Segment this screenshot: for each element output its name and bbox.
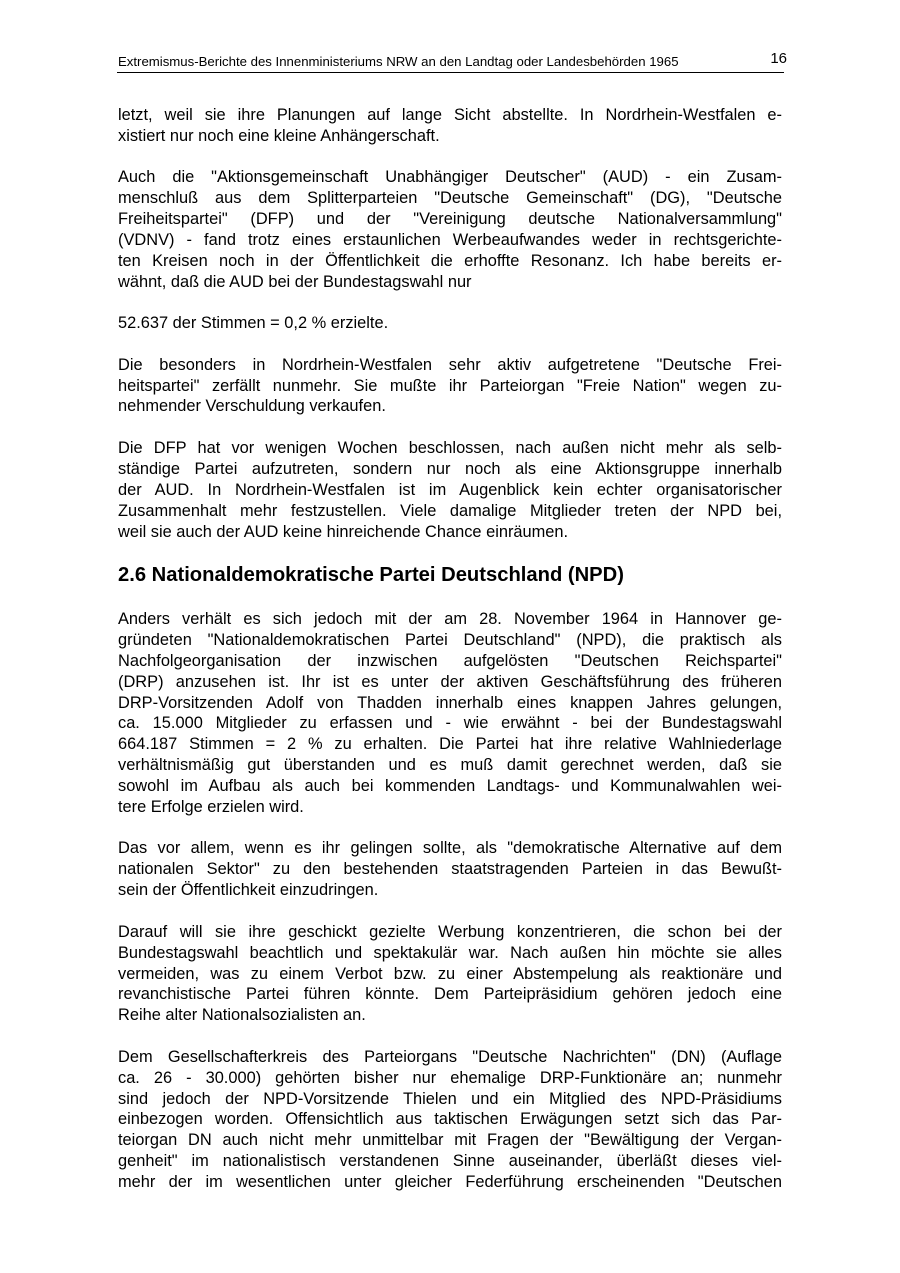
- text-line: weil sie auch der AUD keine hinreichende Chance einräumen.: [118, 522, 569, 541]
- text-line: gründeten "Nationaldemokratischen Partei Deutschland" (NPD), die praktisch als: [118, 630, 782, 649]
- header-title: Extremismus-Berichte des Innenministeriums NRW an den Landtag oder Landesbehörden 1965: [118, 54, 679, 69]
- text-line: nehmender Verschuldung verkaufen.: [118, 397, 386, 416]
- document-body: [118, 105, 782, 1214]
- text-line: ca. 26 - 30.000) gehörten bisher nur ehemalige DRP-Funktionäre an; nunmehr: [118, 1068, 782, 1087]
- text-line: ca. 15.000 Mitglieder zu erfassen und - wie erwähnt - bei der Bundestagswahl: [118, 714, 782, 733]
- text-line: heitspartei" zerfällt nunmehr. Sie mußte ihr Parteiorgan "Freie Nation" wegen zu-: [118, 376, 782, 395]
- text-line: xistiert nur noch eine kleine Anhängerschaft.: [118, 126, 440, 145]
- paragraph: [118, 922, 782, 1027]
- text-line: ständige Partei aufzutreten, sondern nur noch als eine Aktionsgruppe innerhalb: [118, 459, 782, 478]
- page-number: 16: [770, 50, 787, 67]
- text-line: letzt, weil sie ihre Planungen auf lange Sicht abstellte. In Nordrhein-Westfalen e-: [118, 106, 782, 124]
- text-line: ten Kreisen noch in der Öffentlichkeit die erhoffte Resonanz. Ich habe bereits er-: [118, 251, 782, 270]
- running-header: [117, 50, 787, 73]
- paragraph: [118, 355, 782, 418]
- text-line: teiorgan DN auch nicht mehr unmittelbar mit Fragen der "Bewältigung der Vergan-: [118, 1131, 782, 1150]
- text-line: mehr der im wesentlichen unter gleicher Federführung erscheinenden "Deutschen: [118, 1173, 782, 1192]
- text-line: der AUD. In Nordrhein-Westfalen ist im Augenblick kein echter organisatorischer: [118, 480, 782, 499]
- text-line: sind jedoch der NPD-Vorsitzende Thielen und ein Mitglied des NPD-Präsidiums: [118, 1089, 782, 1108]
- text-line: sein der Öffentlichkeit einzudringen.: [118, 881, 379, 900]
- text-line: Darauf will sie ihre geschickt gezielte Werbung konzentrieren, die schon bei der: [118, 922, 782, 941]
- text-line: Die DFP hat vor wenigen Wochen beschlossen, nach außen nicht mehr als selb-: [118, 438, 782, 457]
- text-line: revanchistische Partei führen könnte. Dem Parteipräsidium gehören jedoch eine: [118, 985, 782, 1004]
- text-line: Reihe alter Nationalsozialisten an.: [118, 1006, 366, 1025]
- paragraph: [118, 1047, 782, 1193]
- text-line: Auch die "Aktionsgemeinschaft Unabhängiger Deutscher" (AUD) - ein Zusam-: [118, 168, 782, 187]
- text-line: Das vor allem, wenn es ihr gelingen sollte, als "demokratische Alternative auf dem: [118, 839, 782, 858]
- text-line: genheit" im nationalistisch verstandenen Sinne auseinander, überläßt dieses viel-: [118, 1152, 782, 1171]
- text-line: Dem Gesellschafterkreis des Parteiorgans "Deutsche Nachrichten" (DN) (Auflage: [118, 1047, 782, 1066]
- text-line: Zusammenhalt mehr festzustellen. Viele damalige Mitglieder treten der NPD bei,: [118, 501, 782, 520]
- paragraph: [118, 609, 782, 818]
- text-line: menschluß aus dem Splitterparteien "Deutsche Gemeinschaft" (DG), "Deutsche: [118, 189, 782, 208]
- paragraph: [118, 313, 782, 334]
- text-line: wähnt, daß die AUD bei der Bundestagswahl nur: [118, 272, 472, 291]
- text-line: Nachfolgeorganisation der inzwischen aufgelösten "Deutschen Reichspartei": [118, 651, 782, 670]
- section-heading: 2.6 Nationaldemokratische Partei Deutschland (NPD): [118, 563, 624, 586]
- text-line: einbezogen worden. Offensichtlich aus taktischen Erwägungen setzt sich das Par-: [118, 1110, 782, 1129]
- text-line: DRP-Vorsitzenden Adolf von Thadden innerhalb eines knappen Jahres gelungen,: [118, 693, 782, 712]
- text-line: Freiheitspartei" (DFP) und der "Vereinigung deutsche Nationalversammlung": [118, 210, 782, 229]
- text-line: sowohl im Aufbau als auch bei kommenden Landtags- und Kommunalwahlen wei-: [118, 777, 782, 796]
- text-line: Die besonders in Nordrhein-Westfalen sehr aktiv aufgetretene "Deutsche Frei-: [118, 355, 782, 374]
- text-line: 664.187 Stimmen = 2 % zu erhalten. Die Partei hat ihre relative Wahlniederlage: [118, 735, 782, 754]
- text-line: (DRP) anzusehen ist. Ihr ist es unter der aktiven Geschäftsführung des früheren: [118, 672, 782, 691]
- paragraph: [118, 167, 782, 292]
- text-line: verhältnismäßig gut überstanden und es muß damit gerechnet werden, daß sie: [118, 756, 782, 775]
- text-line: 52.637 der Stimmen = 0,2 % erzielte.: [118, 314, 389, 333]
- text-line: (VDNV) - fand trotz eines erstaunlichen Werbeaufwandes weder in rechtsgerichte-: [118, 231, 782, 250]
- text-line: nationalen Sektor" zu den bestehenden staatstragenden Parteien in das Bewußt-: [118, 860, 782, 879]
- text-line: Bundestagswahl beachtlich und spektakulär war. Nach außen hin möchte sie alles: [118, 943, 782, 962]
- paragraph: [118, 105, 782, 147]
- paragraph: [118, 838, 782, 901]
- text-line: tere Erfolge erzielen wird.: [118, 798, 304, 817]
- text-line: vermeiden, was zu einem Verbot bzw. zu einer Abstempelung als reaktionäre und: [118, 964, 782, 983]
- paragraph: [118, 438, 782, 543]
- text-line: Anders verhält es sich jedoch mit der am 28. November 1964 in Hannover ge-: [118, 609, 782, 628]
